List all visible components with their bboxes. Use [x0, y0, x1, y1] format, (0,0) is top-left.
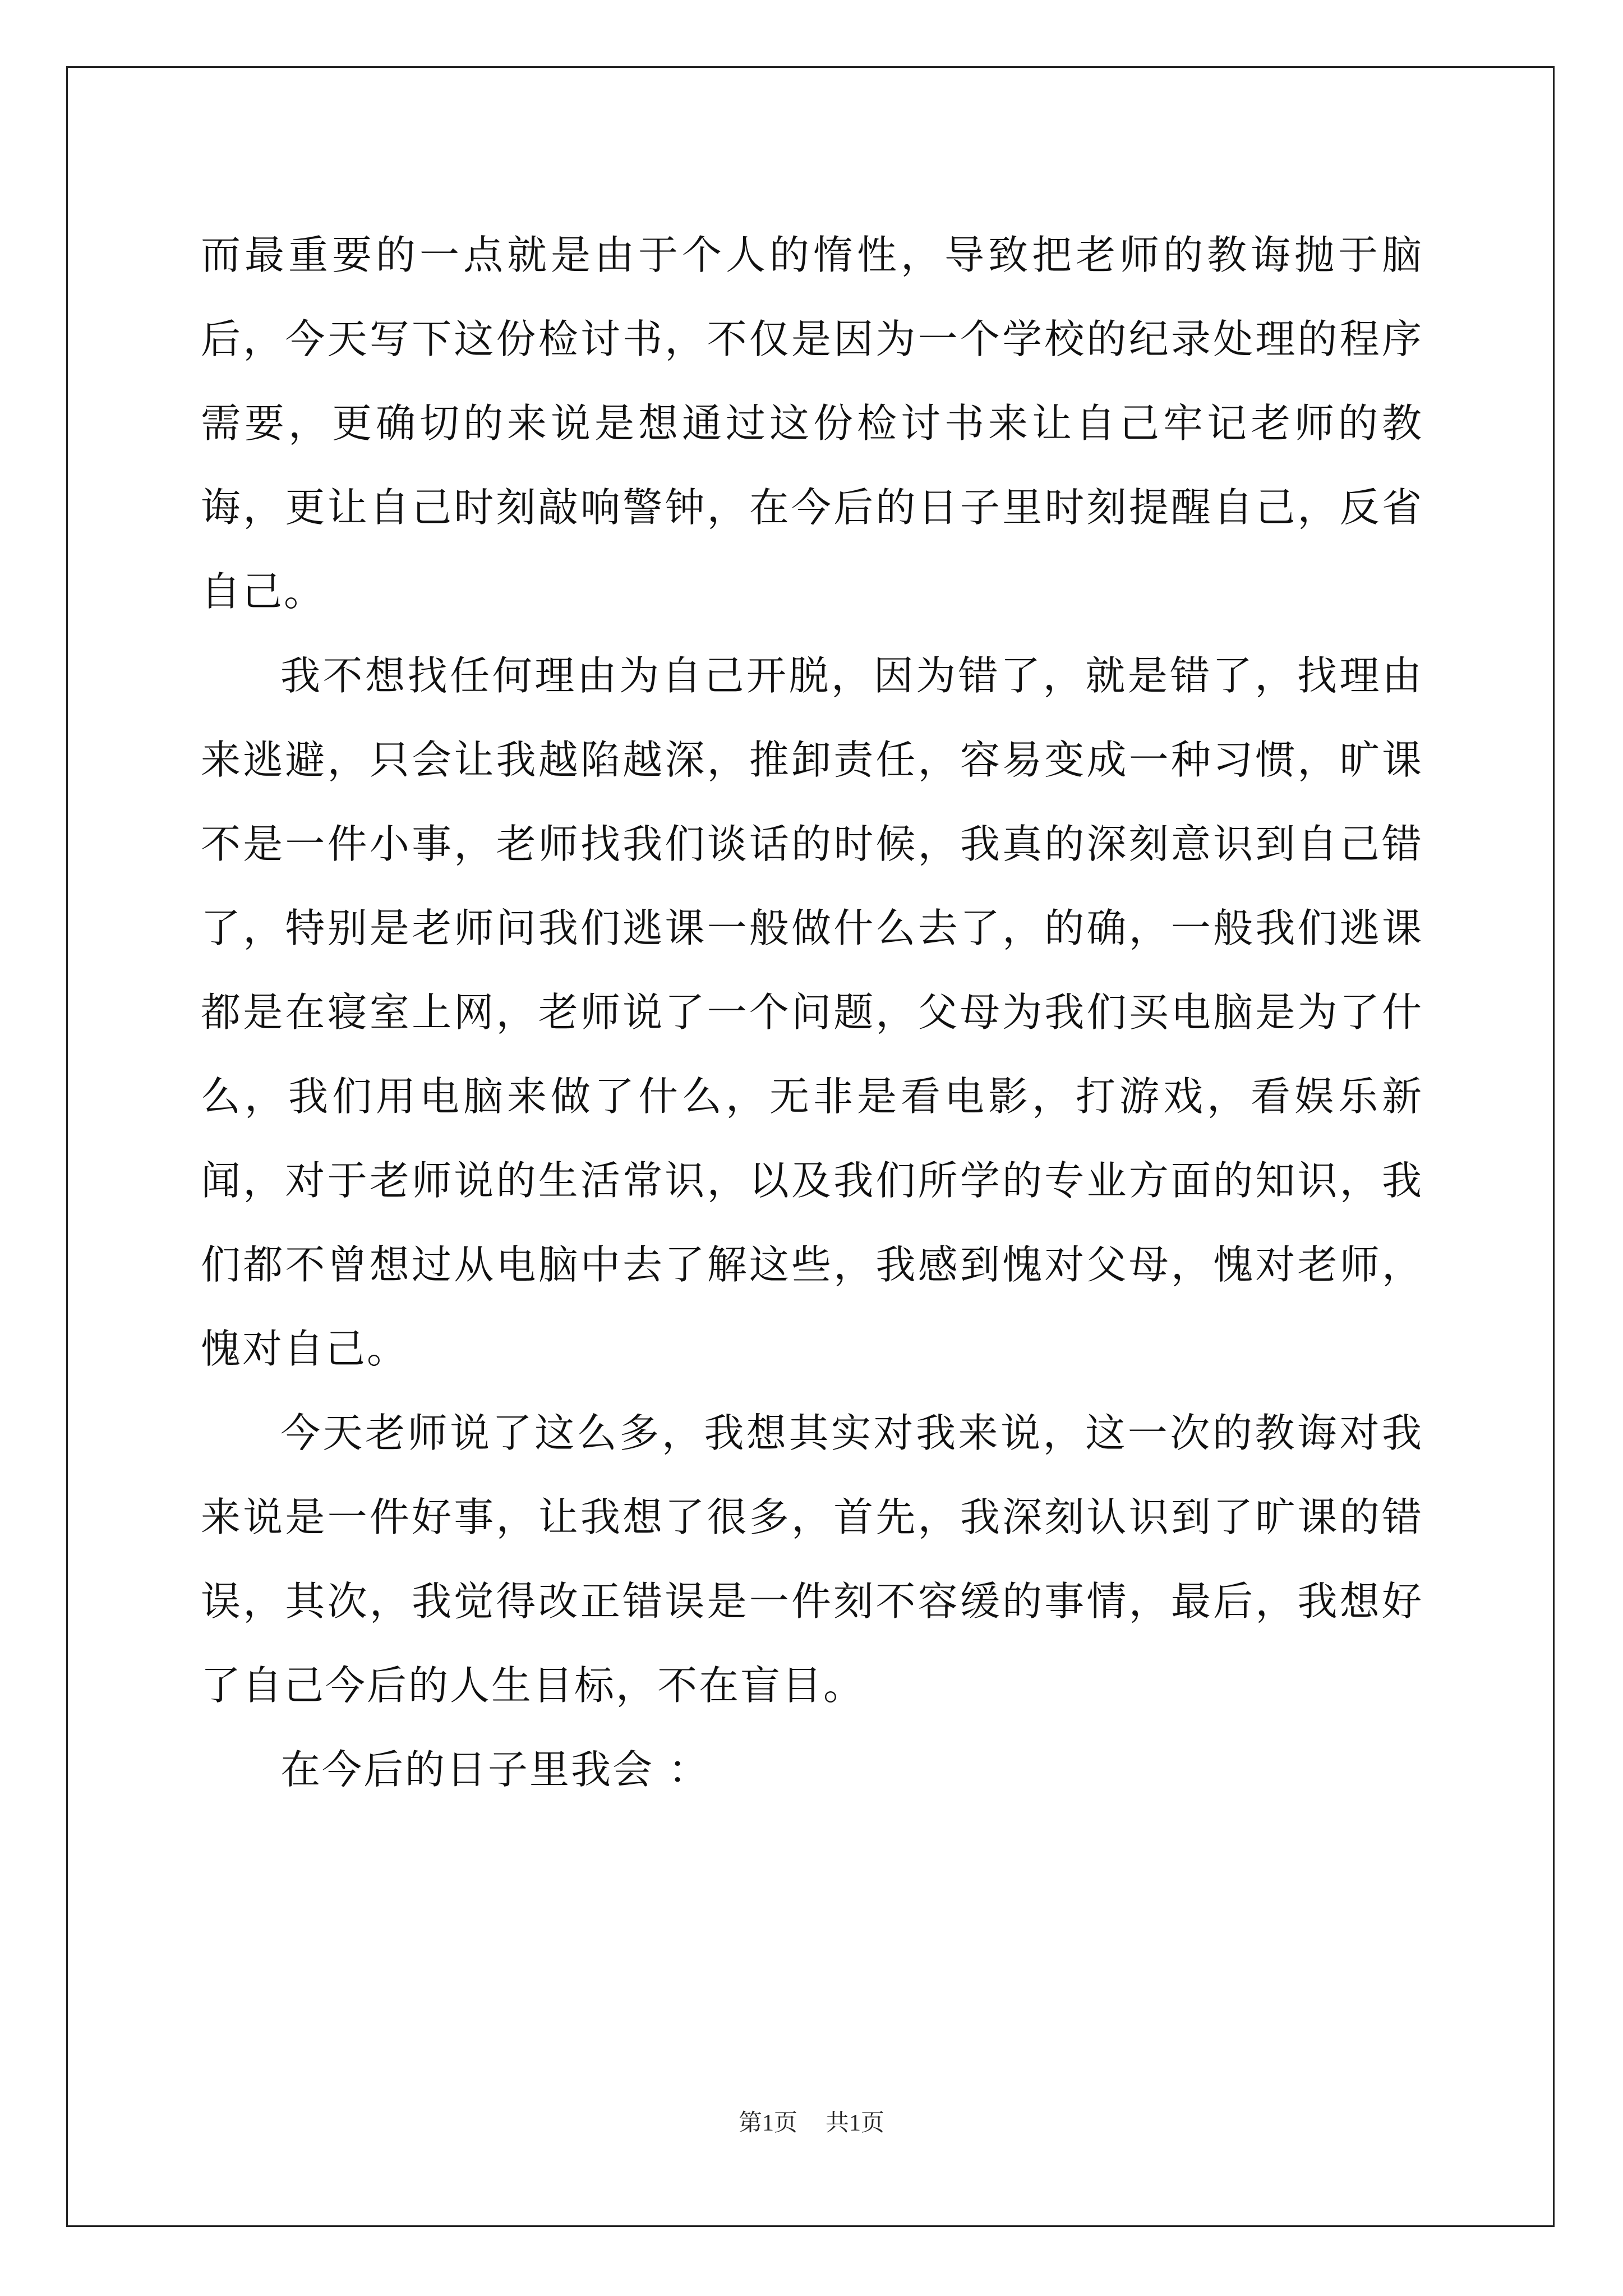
page-number-total: 共1页	[826, 2110, 885, 2136]
paragraph-4: 在今后的日子里我会 ：	[280, 1746, 710, 1793]
page-number-current: 第1页	[738, 2110, 797, 2136]
page-footer	[0, 2109, 1623, 2137]
paragraph-2: 我不想找任何理由为自己开脱，因为错了，就是错了，找理由来逃避，只会让我越陷越深，推卸责任，容易变成一种习惯，旷课不是一件小事，老师找我们谈话的时候，我真的深刻意识到自己错了，特别是老师问我们逃课一般做什么去了，的确，一般我们逃课都是在寝室上网，老师说了一个问题，父母为我们买电脑是为了什么，我们用电脑来做了什么，无非是看电影，打游戏，看娱乐新闻，对于老师说的生活常识，以及我们所学的专业方面的知识，我们都不曾想过从电脑中去了解这些，我感到愧对父母，愧对老师，愧对自己。	[201, 652, 1423, 1372]
paragraph-1: 而最重要的一点就是由于个人的惰性，导致把老师的教诲抛于脑后，今天写下这份检讨书，不仅是因为一个学校的纪录处理的程序需要，更确切的来说是想通过这份检讨书来让自己牢记老师的教诲，更让自己时刻敲响警钟，在今后的日子里时刻提醒自己，反省自己。	[201, 232, 1423, 615]
paragraph-3: 今天老师说了这么多，我想其实对我来说，这一次的教诲对我来说是一件好事，让我想了很多，首先，我深刻认识到了旷课的错误，其次，我觉得改正错误是一件刻不容缓的事情，最后，我想好了自己今后的人生目标，不在盲目。	[201, 1410, 1423, 1709]
document-body	[201, 213, 1423, 1812]
